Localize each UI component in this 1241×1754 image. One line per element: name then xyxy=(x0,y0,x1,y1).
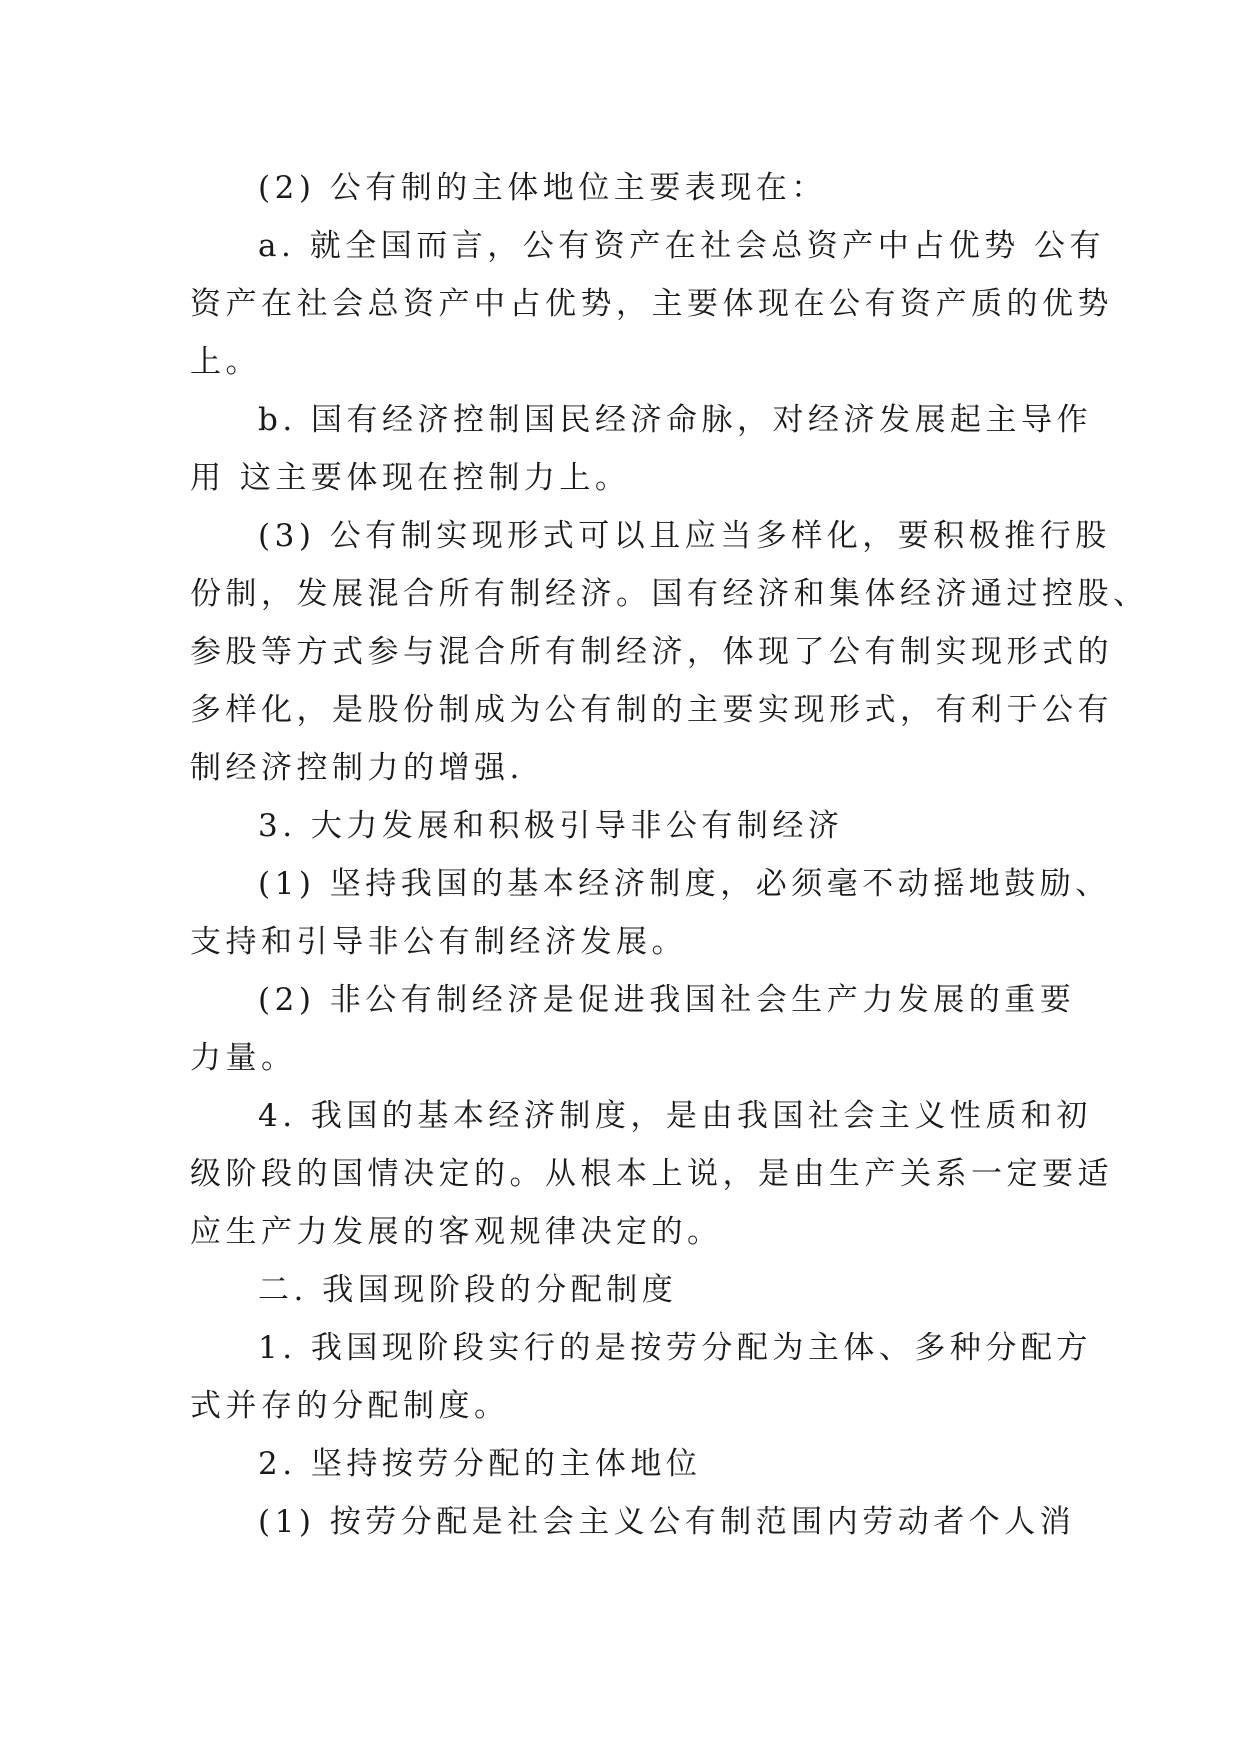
text-line: a. 就全国而言，公有资产在社会总资产中占优势 公有 xyxy=(258,228,1106,264)
text-line: 级阶段的国情决定的。从根本上说，是由生产关系一定要适 xyxy=(190,1156,1113,1192)
text-line: (2) 非公有制经济是促进我国社会生产力发展的重要 xyxy=(258,982,1076,1018)
section-heading: 二. 我国现阶段的分配制度 xyxy=(258,1272,678,1308)
text-line: 力量。 xyxy=(190,1040,297,1076)
text-line: (1) 按劳分配是社会主义公有制范围内劳动者个人消 xyxy=(258,1504,1076,1540)
text-line: b. 国有经济控制国民经济命脉，对经济发展起主导作 xyxy=(258,402,1093,438)
text-line: 份制，发展混合所有制经济。国有经济和集体经济通过控股、 xyxy=(190,576,1149,612)
text-line: (3) 公有制实现形式可以且应当多样化，要积极推行股 xyxy=(258,518,1111,554)
text-line: 支持和引导非公有制经济发展。 xyxy=(190,924,687,960)
text-line: 2. 坚持按劳分配的主体地位 xyxy=(258,1446,702,1482)
text-line: (2) 公有制的主体地位主要表现在： xyxy=(258,170,827,206)
text-line: 资产在社会总资产中占优势，主要体现在公有资产质的优势 xyxy=(190,286,1113,322)
text-line: 4. 我国的基本经济制度，是由我国社会主义性质和初 xyxy=(258,1098,1092,1134)
text-line: 上。 xyxy=(190,344,261,380)
text-line: 1. 我国现阶段实行的是按劳分配为主体、多种分配方 xyxy=(258,1330,1092,1366)
text-line: 式并存的分配制度。 xyxy=(190,1388,510,1424)
text-line: (1) 坚持我国的基本经济制度，必须毫不动摇地鼓励、 xyxy=(258,866,1111,902)
text-line: 用 这主要体现在控制力上。 xyxy=(190,460,631,496)
text-line: 参股等方式参与混合所有制经济，体现了公有制实现形式的 xyxy=(190,634,1113,670)
text-line: 应生产力发展的客观规律决定的。 xyxy=(190,1214,723,1250)
text-line: 制经济控制力的增强. xyxy=(190,750,524,786)
text-line: 3. 大力发展和积极引导非公有制经济 xyxy=(258,808,844,844)
text-line: 多样化，是股份制成为公有制的主要实现形式，有利于公有 xyxy=(190,692,1113,728)
